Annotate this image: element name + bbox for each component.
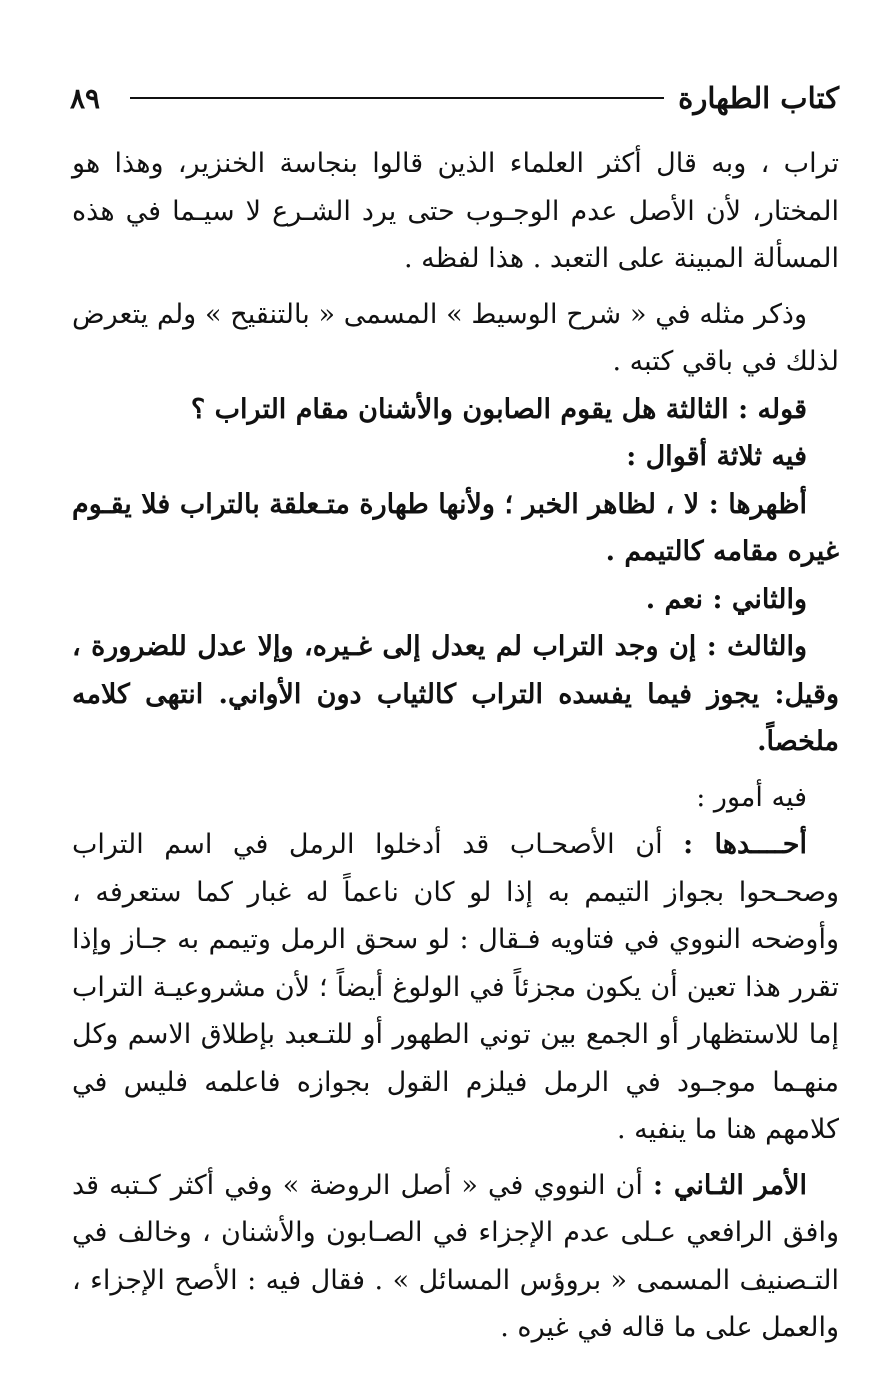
second-matter-text: أن النووي في « أصل الروضة » وفي أكثر كـتبه قد وافق الرافعي عـلى عدم الإجزاء في الصـابون والأشنان ، وخالف في التـصنيف المسمى « بروؤس المسائل » . فقال فيه : الأصح الإجزاء ، والعمل على ما قاله في غيره .	[72, 1169, 839, 1343]
quote-line-1: فيه ثلاثة أقوال :	[626, 441, 807, 472]
paragraph-first-matter	[72, 821, 839, 1154]
header-rule	[130, 97, 664, 99]
paragraph-2: وذكر مثله في « شرح الوسيط » المسمى « بالتنقيح » ولم يتعرض لذلك في باقي كتبه .	[72, 298, 839, 377]
second-matter-lead: الأمر الثـاني :	[652, 1169, 808, 1201]
paragraph-1: تراب ، وبه قال أكثر العلماء الذين قالوا بنجاسة الخنزير، وهذا هو المختار، لأن الأصل عدم الوجـوب حتى يرد الشـرع لا سيـما في هذه المسألة المبينة على التعبد . هذا لفظه .	[72, 148, 839, 274]
quote-line-4: والثالث : إن وجد التراب لم يعدل إلى غـيره، وإلا عدل للضرورة ، وقيل: يجوز فيما يفسده التراب كالثياب دون الأواني. انتهى كلامه ملخصاً.	[72, 631, 839, 757]
page-body	[72, 140, 839, 1352]
paragraph-matters: فيه أمور :	[696, 781, 807, 813]
book-title: كتاب الطهارة	[678, 81, 839, 115]
quote-line-2: أظهرها : لا ، لظاهر الخبر ؛ ولأنها طهارة متـعلقة بالتراب فلا يقـوم غيره مقامه كالتيمم .	[72, 488, 839, 567]
first-matter-text: أن الأصحـاب قد أدخلوا الرمل في اسم التراب وصحـحوا بجواز التيمم به إذا لو كان ناعماً له غبار كما ستعرفه ، وأوضحه النووي في فتاويه فـقال : لو سحق الرمل وتيمم به جـاز وإذا تقرر هذا تعين أن يكون مجزئاً في الولوغ أيضاً ؛ لأن مشروعيـة التراب إما للاستظهار أو الجمع بين توني الطهور أو للتـعبد بإطلاق الاسم وكل منهـما موجـود في الرمل فيلزم القول بجوازه فاعلمه فليس في كلامهم هنا ما ينفيه .	[72, 829, 840, 1145]
page-number: ٨٩	[70, 81, 101, 115]
quote-line-3: والثاني : نعم .	[645, 583, 807, 615]
paragraph-second-matter	[72, 1162, 839, 1352]
page-header	[70, 78, 839, 118]
first-matter-lead: أحــــدها :	[683, 829, 808, 860]
quote-heading: قوله : الثالثة هل يقوم الصابون والأشنان مقام التراب ؟	[190, 393, 807, 425]
